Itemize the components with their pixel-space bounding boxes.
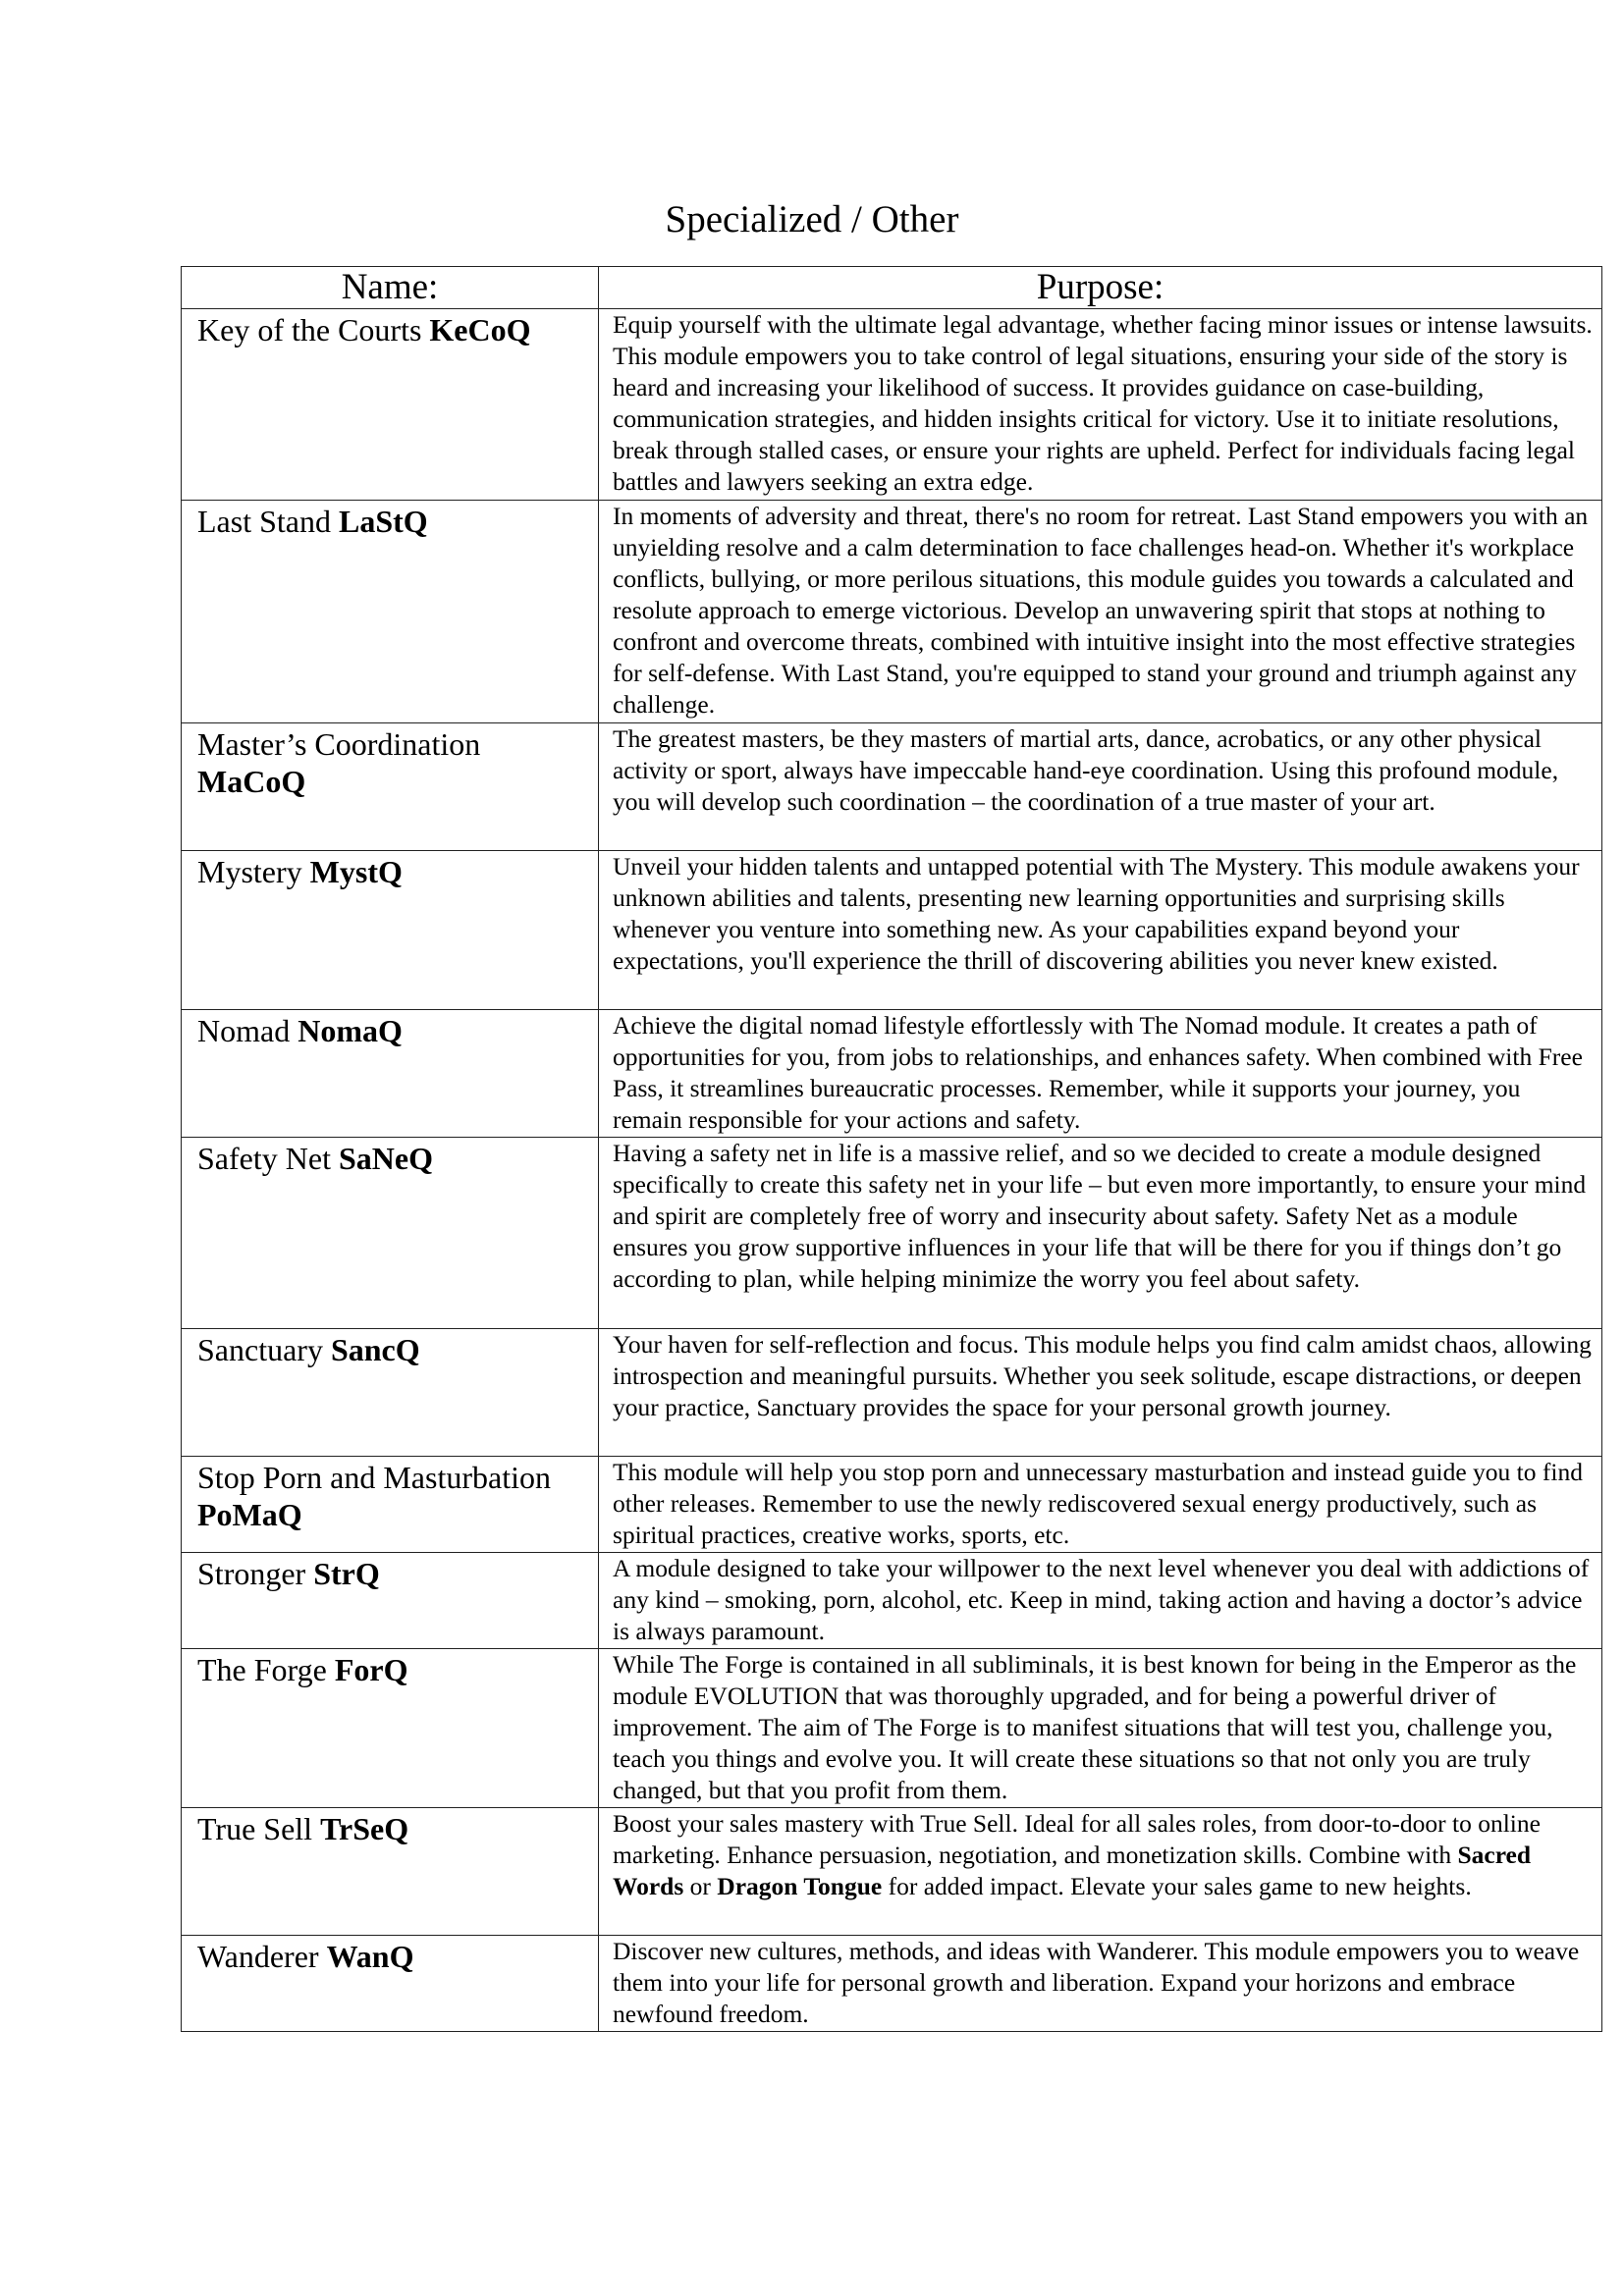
module-name: Wanderer	[197, 1939, 319, 1974]
module-name: True Sell	[197, 1811, 313, 1846]
module-name: Mystery	[197, 854, 302, 889]
table-row	[182, 1808, 1602, 1936]
page-title: Specialized / Other	[665, 198, 959, 240]
module-name: Stop Porn and Masturbation	[197, 1460, 551, 1495]
name-column-header: Name:	[182, 267, 599, 309]
module-name-cell	[182, 1329, 599, 1457]
module-purpose: Achieve the digital nomad lifestyle effortlessly with The Nomad module. It creates a path of opportunities for you, from jobs to relationships, and enhances safety. When combined with Free Pass, it streamlines bureaucratic processes. Remember, while it supports your journey, you remain responsible for your actions and safety.	[599, 1010, 1602, 1138]
module-purpose: Unveil your hidden talents and untapped potential with The Mystery. This module awakens your unknown abilities and talents, presenting new learning opportunities and surprising skills whenever you venture into something new. As your capabilities expand beyond your expectations, you'll experience the thrill of discovering abilities you never knew existed.	[599, 851, 1602, 1010]
module-purpose: In moments of adversity and threat, there's no room for retreat. Last Stand empowers you with an unyielding resolve and a calm determination to face challenges head-on. Whether it's workplace conflicts, bullying, or more perilous situations, this module guides you towards a calculated and resolute approach to emerge victorious. Develop an unwavering spirit that stops at nothing to confront and overcome threats, combined with intuitive insight into the most effective strategies for self-defense. With Last Stand, you're equipped to stand your ground and triumph against any challenge.	[599, 501, 1602, 723]
purpose-text: or	[683, 1872, 718, 1900]
module-name-cell	[182, 1936, 599, 2032]
table-row	[182, 1936, 1602, 2032]
module-name: Key of the Courts	[197, 312, 422, 347]
module-name: Safety Net	[197, 1141, 331, 1176]
module-name-cell	[182, 1457, 599, 1553]
module-code: NomaQ	[298, 1013, 403, 1048]
module-name-cell	[182, 1010, 599, 1138]
module-name-cell	[182, 1138, 599, 1329]
module-name-cell	[182, 1649, 599, 1808]
table-row	[182, 851, 1602, 1010]
module-code: ForQ	[334, 1652, 408, 1687]
module-code: MystQ	[309, 854, 403, 889]
module-purpose: The greatest masters, be they masters of martial arts, dance, acrobatics, or any other physical activity or sport, always have impeccable hand-eye coordination. Using this profound module, you will develop such coordination – the coordination of a true master of your art.	[599, 723, 1602, 851]
module-name: Last Stand	[197, 504, 331, 539]
table-row	[182, 1010, 1602, 1138]
module-code: SancQ	[330, 1332, 420, 1367]
module-name-cell	[182, 723, 599, 851]
module-code: SaNeQ	[338, 1141, 433, 1176]
module-name: The Forge	[197, 1652, 327, 1687]
modules-table	[181, 266, 1602, 2032]
table-row	[182, 1553, 1602, 1649]
table-row	[182, 1138, 1602, 1329]
purpose-text: Boost your sales mastery with True Sell. Ideal for all sales roles, from door-to-door to online marketing. Enhance persuasion, negotiation, and monetization skills. Combine with	[613, 1809, 1541, 1869]
table-row	[182, 309, 1602, 501]
module-purpose: This module will help you stop porn and unnecessary masturbation and instead guide you to find other releases. Remember to use the newly rediscovered sexual energy productively, such as spiritual practices, creative works, sports, etc.	[599, 1457, 1602, 1553]
table-row	[182, 723, 1602, 851]
module-name-cell	[182, 851, 599, 1010]
module-name: Sanctuary	[197, 1332, 323, 1367]
module-code: PoMaQ	[197, 1497, 302, 1532]
module-purpose: Discover new cultures, methods, and ideas with Wanderer. This module empowers you to weave them into your life for personal growth and liberation. Expand your horizons and embrace newfound freedom.	[599, 1936, 1602, 2032]
module-name-cell	[182, 1808, 599, 1936]
module-code: TrSeQ	[320, 1811, 409, 1846]
module-purpose: A module designed to take your willpower to the next level whenever you deal with addictions of any kind – smoking, porn, alcohol, etc. Keep in mind, taking action and having a doctor’s advice is always paramount.	[599, 1553, 1602, 1649]
module-purpose: Equip yourself with the ultimate legal advantage, whether facing minor issues or intense lawsuits. This module empowers you to take control of legal situations, ensuring your side of the story is heard and increasing your likelihood of success. It provides guidance on case-building, communication strategies, and hidden insights critical for victory. Use it to initiate resolutions, break through stalled cases, or ensure your rights are upheld. Perfect for individuals facing legal battles and lawyers seeking an extra edge.	[599, 309, 1602, 501]
module-name-cell	[182, 501, 599, 723]
purpose-column-header: Purpose:	[599, 267, 1602, 309]
module-code: MaCoQ	[197, 764, 306, 799]
purpose-text: for added impact. Elevate your sales game to new heights.	[882, 1872, 1472, 1900]
module-code: WanQ	[326, 1939, 414, 1974]
module-name: Nomad	[197, 1013, 291, 1048]
module-name-cell	[182, 1553, 599, 1649]
table-row	[182, 1457, 1602, 1553]
module-code: KeCoQ	[429, 312, 531, 347]
module-purpose	[599, 1808, 1602, 1936]
module-reference: Sacred Words	[613, 1841, 1532, 1900]
table-header-row	[182, 267, 1602, 309]
module-code: LaStQ	[338, 504, 428, 539]
module-code: StrQ	[313, 1556, 380, 1591]
module-name-cell	[182, 309, 599, 501]
module-reference: Dragon Tongue	[717, 1872, 883, 1900]
module-purpose: While The Forge is contained in all subliminals, it is best known for being in the Emperor as the module EVOLUTION that was thoroughly upgraded, and for being a powerful driver of improvement. The aim of The Forge is to manifest situations that will test you, challenge you, teach you things and evolve you. It will create these situations so that not only you are truly changed, but that you profit from them.	[599, 1649, 1602, 1808]
table-row	[182, 1649, 1602, 1808]
module-purpose: Your haven for self-reflection and focus. This module helps you find calm amidst chaos, allowing introspection and meaningful pursuits. Whether you seek solitude, escape distractions, or deepen your practice, Sanctuary provides the space for your personal growth journey.	[599, 1329, 1602, 1457]
module-name: Stronger	[197, 1556, 306, 1591]
table-row	[182, 1329, 1602, 1457]
module-purpose: Having a safety net in life is a massive relief, and so we decided to create a module designed specifically to create this safety net in your life – but even more importantly, to ensure your mind and spirit are completely free of worry and insecurity about safety. Safety Net as a module ensures you grow supportive influences in your life that will be there for you if things don’t go according to plan, while helping minimize the worry you feel about safety.	[599, 1138, 1602, 1329]
table-row	[182, 501, 1602, 723]
module-name: Master’s Coordination	[197, 726, 481, 762]
